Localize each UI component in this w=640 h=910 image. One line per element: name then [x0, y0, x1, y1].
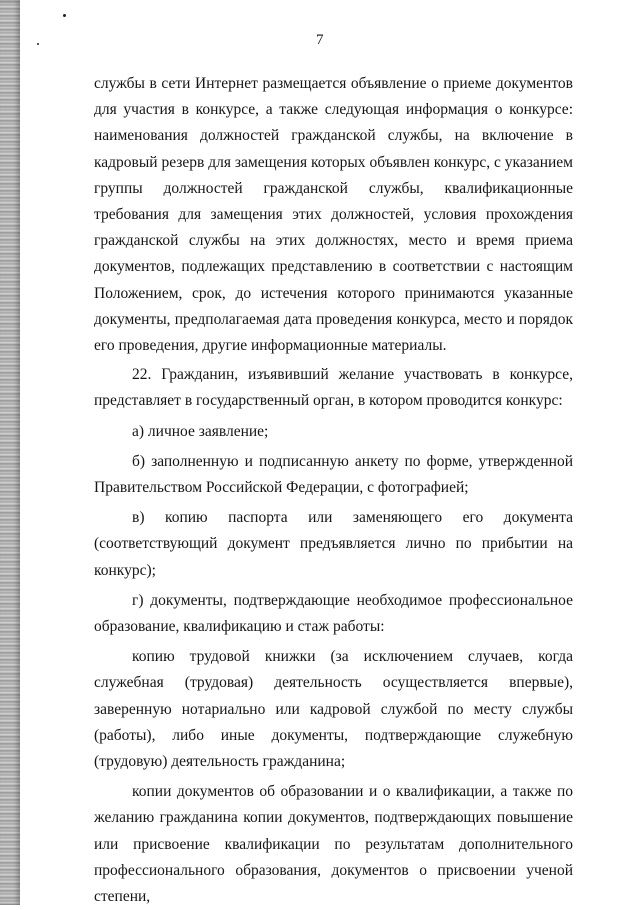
paragraph-continuation: службы в сети Интернет размещается объявление о приеме документов для участия в конкурсе, а также следующая информация о конкурсе: наименования должностей гражданской службы, на включение в кадровый резерв для замещения которых объявлен конкурс, с указанием группы должностей гражданской службы, квалификационные требования для замещения этих должностей, условия прохождения гражданской службы на этих должностях, место и время приема документов, подлежащих представлению в соответствии с настоящим Положением, срок, до истечения которого принимаются указанные документы, предполагаемая дата проведения конкурса, место и порядок его проведения, другие информационные материалы.	[94, 75, 573, 355]
list-item-g: г) документы, подтверждающие необходимое профессиональное образование, квалификацию и стаж работы:	[94, 591, 573, 636]
subitem-labor-book: копию трудовой книжки (за исключением случаев, когда служебная (трудовая) деятельность осуществляется впервые), заверенную нотариально или кадровой службой по месту службы (работы), либо иные документы, подтверждающие служебную (трудовую) деятельность гражданина;	[94, 648, 573, 771]
page-number: 7	[316, 32, 324, 48]
list-item-b: б) заполненную и подписанную анкету по форме, утвержденной Правительством Российской Федерации, с фотографией;	[94, 452, 573, 497]
scan-edge-shadow	[0, 0, 20, 905]
list-item-v: в) копию паспорта или заменяющего его документа (соответствующий документ предъявляется лично по прибытии на конкурс);	[94, 509, 573, 579]
list-item-a: а) личное заявление;	[132, 422, 269, 440]
scan-speck	[63, 14, 66, 17]
document-body	[94, 71, 573, 910]
paragraph-22: 22. Гражданин, изъявивший желание участвовать в конкурсе, представляет в государственный орган, в котором проводится конкурс:	[94, 366, 573, 410]
subitem-education-docs: копии документов об образовании и о квалификации, а также по желанию гражданина копии документов, подтверждающих повышение или присвоение квалификации по результатам дополнительного профессионального образования, документов о присвоении ученой степени,	[94, 783, 573, 906]
